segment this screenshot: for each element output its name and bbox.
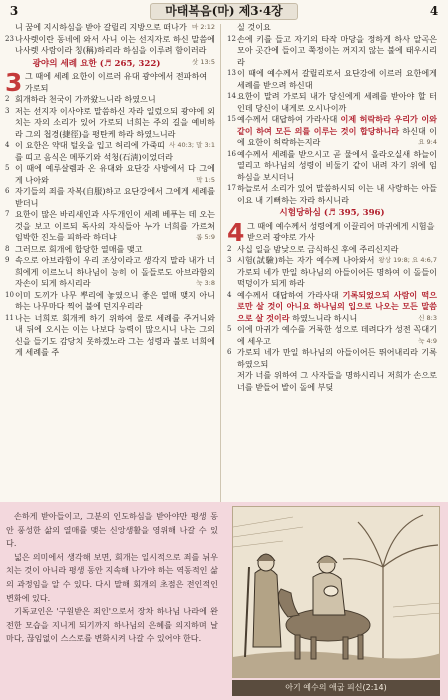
verse-3-11-tail: 실 것이요	[237, 22, 271, 32]
flight-to-egypt-engraving	[233, 507, 440, 678]
right-column	[227, 22, 437, 502]
image-caption: 아기 예수의 애굽 피신(2:14)	[232, 680, 440, 696]
cross-reference: 왕상 19:8; 요 4:6,7	[378, 256, 437, 264]
page-number-right: 4	[429, 4, 439, 18]
verse-3-11: 11 나는 너희로 회개케 하기 위하여 물로 세례를 주거니와 내 뒤에 오시는 이는 나보다 능력이 많으시니 나는 그의 신을 들기도 감당치 못하겠노라 그는 성령과 불로 너희에게 세례를 주	[5, 312, 215, 357]
verse-3-2: 2 회개하라 천국이 가까왔느니라 하였으니	[5, 94, 156, 104]
verse-4-6: 6 가로되 네가 만일 하나님의 아들이어든 뛰어내리라 기록하였으되	[227, 347, 437, 369]
verse-3-9: 9 속으로 아브라함이 우리 조상이라고 생각지 말라 내가 너희에게 이르노니 하나님이 능히 이 돌들로도 아브라함의 자손이 되게 하시리라 눅 3:8	[5, 255, 215, 288]
chapter-4-start	[227, 217, 437, 247]
verse-4-5: 5 이에 마귀가 예수를 거룩한 성으로 데려다가 성전 꼭대기에 세우고 눅 4:9	[227, 324, 437, 346]
page-header	[4, 2, 444, 20]
verse-3-16: 16 예수께서 세례를 받으시고 곧 물에서 올라오실새 하늘이 열리고 하나님의 성령이 비둘기 같이 내려 자기 위에 임하심을 보시더니	[227, 148, 437, 182]
left-column	[5, 22, 215, 502]
verse-3-4: 4 이 요한은 약대 털옷을 입고 허리에 가죽띠를 띠고 음식은 메뚜기와 석청(石淸)이었더라	[5, 140, 173, 162]
verse-3-10: 10 이미 도끼가 나무 뿌리에 놓였으니 좋은 열매 맺지 아니하는 나무마다 찍어 불에 던지우리라	[5, 289, 215, 311]
cross-reference: 신 8:3	[418, 313, 437, 322]
hymn-reference: (♬ 395, 396)	[323, 208, 385, 218]
engraving-illustration	[232, 506, 440, 678]
verse-number: 23	[5, 34, 14, 43]
page-title: 마태복음(마) 제3·4장	[150, 3, 298, 20]
words-of-jesus: 기록되었으되 사람이 떡으로만 살 것이 아니요 하나님의 입으로 나오는 모든 말씀으로 살 것이라	[237, 289, 437, 323]
cross-reference: 눅 3:8	[196, 279, 215, 287]
words-of-jesus: 이제 허락하라 우리가 이와 같이 하여 모든 의를 이루는 것이 합당하니라	[237, 114, 437, 136]
verse-4-3: 3 시험(試驗)하는 자가 예수께 나아와서 가로되 네가 만일 하나님의 아들이어든 명하여 이 돌들이 떡덩이가 되게 하라	[227, 255, 437, 288]
chapter-number: 4	[227, 217, 245, 247]
chapter-number: 3	[5, 68, 23, 97]
commentary-paragraph: 넓은 의미에서 생각해 보면, 회개는 일시적으로 죄를 뉘우치는 것이 아니라 평생 동안 지속해 나가야 하는 역동적인 삶의 과정임을 알 수 있다. 다시 말해 회개의 초점은 전인적인 변화에 있다.	[6, 551, 218, 603]
verse-3-5: 5 이 때에 예루살렘과 온 유대와 요단강 사방에서 다 그에게 나아와 막 1:5	[5, 163, 215, 185]
verse-4-6-cont: 저가 너를 위하여 그 사자들을 명하시리니 저희가 손으로 너를 받들어 발이 돌에 부딪	[237, 370, 437, 392]
cross-reference: 눅 4:9	[418, 336, 437, 345]
verse-4-2: 2 사십 일을 밤낮으로 금식하신 후에 주리신지라 왕상 19:8; 요 4:6,7	[227, 244, 437, 256]
cross-reference: 사 40:3; 말 3:1	[168, 141, 215, 149]
verse-3-1: 그 때에 세례 요한이 이르러 유대 광야에서 전파하여 가로되	[25, 71, 208, 93]
verse-3-7: 7 요한이 많은 바리새인과 사두개인이 세례 베푸는 데 오는 것을 보고 이르되 독사의 자식들아 누가 너희를 가르쳐 임박한 진노를 피하라 하더냐 롬 5:9	[5, 209, 215, 242]
verse-3-14: 14 요한이 말려 가로되 내가 당신에게 세례를 받아야 할 터인데 당신이 내게로 오시나이까	[227, 91, 437, 113]
commentary-text	[6, 510, 218, 646]
verse-3-8: 8 그러므로 회개에 합당한 열매를 맺고	[5, 243, 143, 254]
cross-reference: 막 1:5	[196, 175, 215, 184]
section-heading: 광야의 세례 요한 (♬ 265, 322)	[32, 58, 161, 69]
verse-3-17: 17 하늘로서 소리가 있어 말씀하시되 이는 내 사랑하는 아들이요 내 기뻐하는 자라 하시니라	[227, 183, 437, 205]
verse-3-6: 6 자기들의 죄를 자복(自服)하고 요단강에서 그에게 세례를 받더니	[5, 186, 215, 208]
column-divider	[220, 24, 221, 502]
chapter-3-start	[5, 68, 215, 97]
cross-reference: 마 2:12	[192, 23, 215, 31]
verse-2-23: 23 나사렛이란 동네에 와서 사니 이는 선지자로 하신 말씀에 나사렛 사람이라 칭(稱)하리라 하심을 이루려 함이러라 삿 13:5	[5, 34, 215, 57]
section-heading: 시험당하심 (♬ 395, 396)	[279, 208, 385, 218]
verse-2-22-tail: 니 꿈에 지시하심을 받아 갈릴리 지방으로 떠나가 마 2:12	[15, 22, 215, 32]
cross-reference: 요 9:4	[418, 138, 437, 146]
verse-4-4: 4 예수께서 대답하여 가라사대 기록되었으되 사람이 떡으로만 살 것이 아니요 하나님의 입으로 나오는 모든 말씀으로 살 것이라 하였느니라 하시니 신 8:3	[227, 289, 437, 323]
verse-3-3: 3 저는 선지자 이사야로 말씀하신 자라 일렀으되 광야에 외치는 자의 소리가 있어 가로되 너희는 주의 길을 예비하라 그의 첩경(捷徑)을 평탄케 하라 하였느니라 사 40:3; 말 3:1	[5, 106, 215, 141]
verse-3-12: 12 손에 키를 들고 자기의 타작 마당을 정하게 하사 알곡은 모아 곳간에 들이고 쭉정이는 꺼지지 않는 불에 태우시리라	[227, 33, 437, 67]
verse-4-1: 그 때에 예수께서 성령에게 이끌리어 마귀에게 시험을 받으러 광야로 가사	[247, 220, 435, 242]
verse-3-13: 13 이 때에 예수께서 갈릴리로서 요단강에 이르러 요한에게 세례를 받으려 하신대	[227, 68, 437, 90]
commentary-paragraph: 손하게 받아들이고, 그분의 인도하심을 받아야만 평생 동안 풍성한 삶의 열매를 맺는 신앙생활을 영위해 나갈 수 있다.	[6, 511, 218, 549]
cross-reference: 롬 5:9	[196, 233, 215, 241]
hymn-reference: (♬ 265, 322)	[99, 58, 161, 69]
page-number-left: 3	[9, 4, 19, 18]
verse-3-15: 15 예수께서 대답하여 가라사대 이제 허락하라 우리가 이와 같이 하여 모든 의를 이루는 것이 합당하니라 하신대 이에 요한이 허락하는지라 요 9:4	[227, 114, 437, 147]
cross-reference: 삿 13:5	[192, 57, 215, 66]
commentary-paragraph: 기독교인은 '구원받은 죄인'으로서 장차 하나님 나라에 완전한 모습을 지니게 되기까지 하나님의 은혜를 의지하며 날마다, 끊임없이 스스로를 변화시켜 나갈 수 있어야 한다.	[6, 606, 218, 644]
